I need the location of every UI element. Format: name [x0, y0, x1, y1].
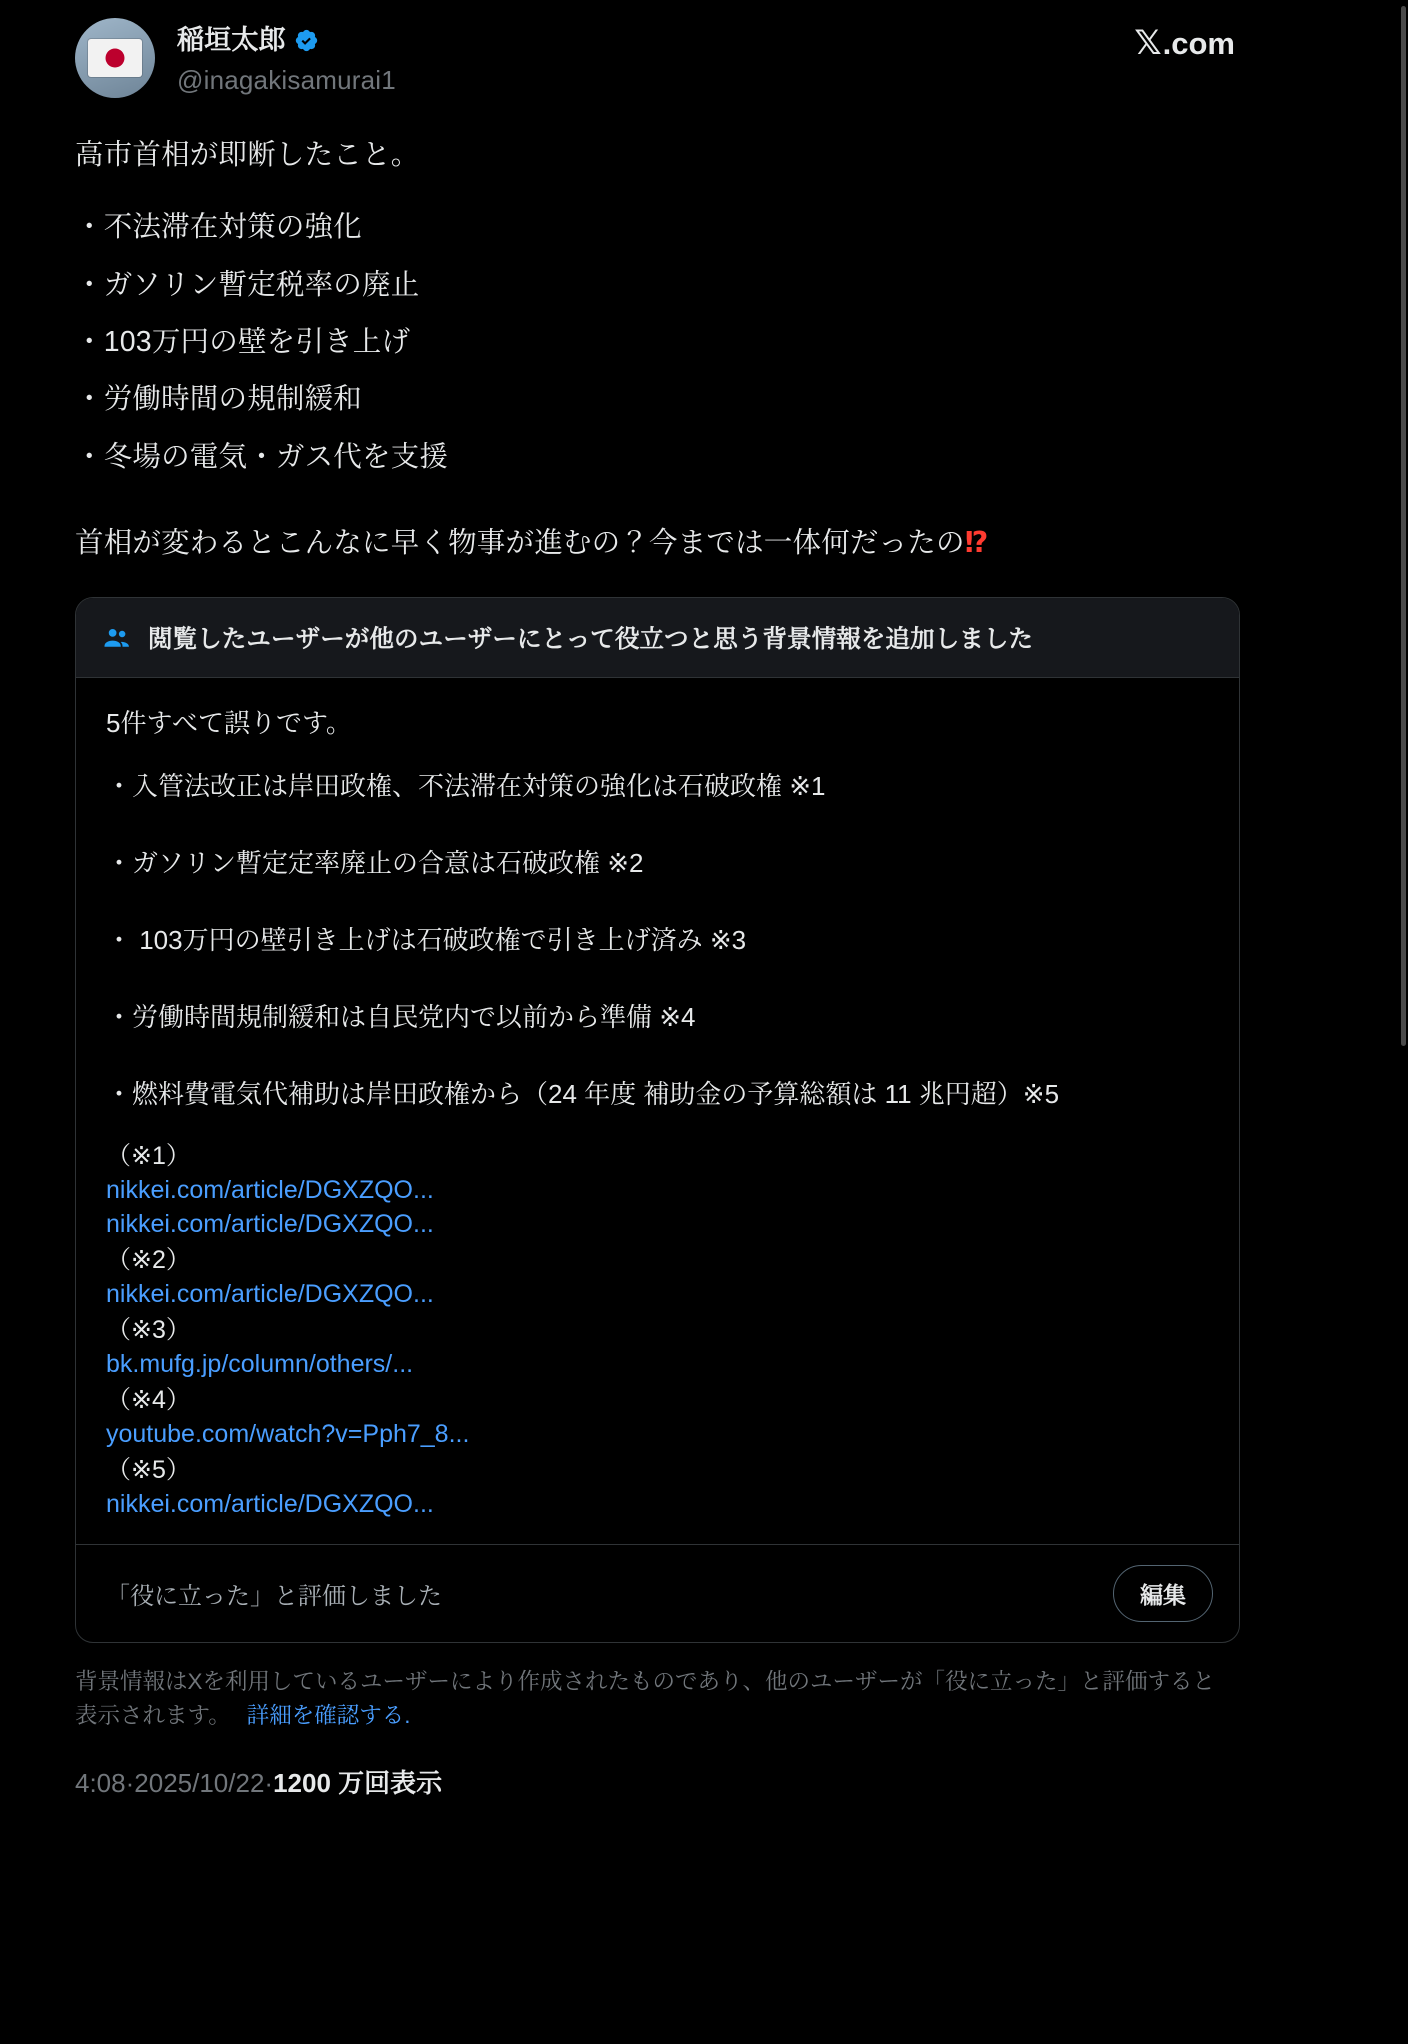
note-item: ・ 103万円の壁引き上げは石破政権で引き上げ済み ※3	[106, 925, 747, 956]
list-item: ・冬場の電気・ガス代を支援	[75, 440, 449, 473]
spacer	[75, 493, 1230, 522]
tweet-header	[0, 0, 1290, 98]
list-item: ・ガソリン暫定税率の廃止	[75, 268, 420, 301]
reference-link[interactable]: nikkei.com/article/DGXZQO...	[106, 1490, 434, 1519]
note-item: ・燃料費電気代補助は岸田政権から（24 年度 補助金の予算総額は 11 兆円超）※5	[106, 1079, 1060, 1110]
community-note-title: 閲覧したユーザーが他のユーザーにとって役立つと思う背景情報を追加しました	[148, 626, 1034, 654]
note-item: ・入管法改正は岸田政権、不法滞在対策の強化は石破政権 ※1	[106, 771, 826, 802]
note-lead: 5件すべて誤りです。	[106, 708, 352, 739]
reference-link[interactable]: youtube.com/watch?v=Pph7_8...	[106, 1420, 470, 1449]
note-item: ・労働時間規制緩和は自民党内で以前から準備 ※4	[106, 1002, 696, 1033]
note-references	[106, 1140, 1209, 1520]
reference-link[interactable]: nikkei.com/article/DGXZQO...	[106, 1176, 434, 1205]
x-logo-icon: 𝕏	[1134, 24, 1162, 62]
tweet-text	[0, 98, 1290, 565]
list-item: ・労働時間の規制緩和	[75, 383, 363, 416]
view-count-label: 回表示	[364, 1767, 443, 1798]
double-exclamation-icon: ⁉	[964, 526, 989, 559]
reference-link[interactable]: nikkei.com/article/DGXZQO...	[106, 1210, 434, 1239]
reference-label: （※4）	[106, 1386, 191, 1415]
verified-badge-icon	[294, 28, 319, 53]
edit-button[interactable]: 編集	[1113, 1565, 1213, 1622]
meta-separator: ·	[264, 1767, 274, 1798]
reference-label: （※2）	[106, 1246, 191, 1275]
community-note-footer	[76, 1544, 1239, 1642]
x-com-brand	[1134, 26, 1235, 62]
account-info	[177, 18, 396, 96]
learn-more-link[interactable]: 詳細を確認する.	[246, 1702, 411, 1728]
reference-label: （※5）	[106, 1456, 191, 1485]
tweet-closing-text: 首相が変わるとこんなに早く物事が進むの？今までは一体何だったの	[75, 526, 965, 559]
tweet-bullet-list	[75, 206, 1230, 479]
rating-status-text: 「役に立った」と評価しました	[106, 1583, 442, 1611]
vertical-scrollbar[interactable]	[1400, 0, 1408, 2044]
avatar[interactable]	[75, 18, 155, 98]
spacer	[75, 177, 1230, 206]
disclaimer-text: 背景情報はXを利用しているユーザーにより作成されたものであり、他のユーザーが「役に立った」と評価すると表示されます。	[75, 1669, 1216, 1728]
people-icon	[102, 623, 132, 653]
account-handle[interactable]: @inagakisamurai1	[177, 64, 396, 95]
display-name-row	[177, 24, 396, 58]
reference-label: （※1）	[106, 1142, 191, 1171]
community-note-body	[76, 678, 1239, 1544]
tweet-date: 2025/10/22	[134, 1767, 265, 1798]
note-item: ・ガソリン暫定定率廃止の合意は石破政権 ※2	[106, 848, 644, 879]
display-name[interactable]: 稲垣太郎	[177, 25, 286, 55]
reference-link[interactable]: bk.mufg.jp/column/others/...	[106, 1350, 414, 1379]
note-disclaimer	[0, 1643, 1290, 1733]
tweet-intro: 高市首相が即断したこと。	[75, 139, 420, 171]
reference-label: （※3）	[106, 1316, 191, 1345]
meta-separator: ·	[125, 1767, 135, 1798]
japan-flag-icon	[88, 39, 142, 77]
tweet-closing	[75, 522, 1230, 565]
list-item: ・103万円の壁を引き上げ	[75, 325, 411, 358]
community-note-card	[75, 597, 1240, 1643]
tweet-time: 4:08	[75, 1767, 126, 1798]
scrollbar-thumb[interactable]	[1401, 6, 1406, 1046]
list-item: ・不法滞在対策の強化	[75, 211, 363, 244]
community-note-header	[76, 598, 1239, 678]
view-count: 1200 万	[273, 1767, 365, 1798]
brand-domain: .com	[1162, 26, 1235, 61]
tweet-meta	[0, 1733, 1290, 1824]
reference-link[interactable]: nikkei.com/article/DGXZQO...	[106, 1280, 434, 1309]
